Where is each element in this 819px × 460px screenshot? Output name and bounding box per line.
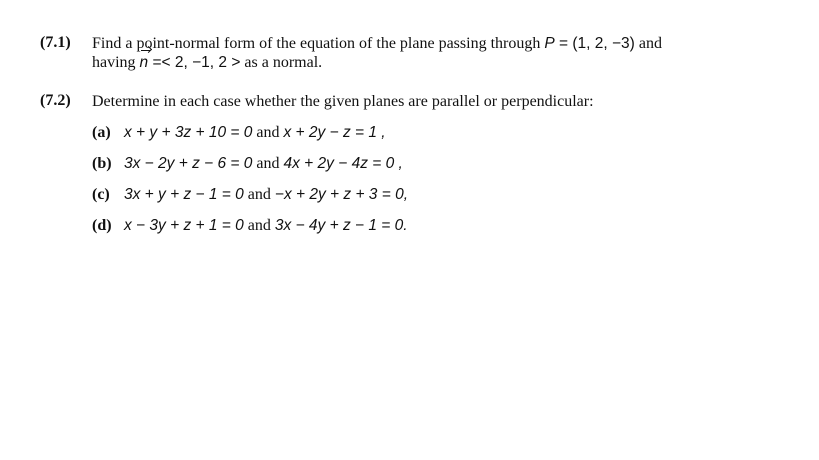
problem-number: (7.1) [40, 34, 71, 51]
problem-statement: Find a point-normal form of the equation of the plane passing through [92, 35, 541, 52]
part-equations [124, 155, 403, 173]
problem-number: (7.2) [40, 92, 71, 109]
part-equations [124, 217, 408, 235]
equation-1: 3x + y + z − 1 = 0 [124, 186, 244, 203]
normal-vector-symbol: n [139, 54, 149, 71]
part-label: (d) [92, 217, 112, 234]
problem-7-1 [40, 34, 742, 72]
equation-1: 3x − 2y + z − 6 = 0 [124, 155, 253, 172]
part-label: (a) [92, 124, 111, 141]
equation-2: 3x − 4y + z − 1 = 0. [274, 217, 408, 234]
part-equations [124, 124, 386, 142]
conjunction: and [634, 35, 662, 52]
conjunction: and [243, 186, 275, 203]
part-c [92, 186, 408, 204]
problem-text [92, 34, 742, 72]
having-text: having [92, 54, 140, 71]
part-label: (b) [92, 155, 112, 172]
normal-suffix: as a normal. [240, 54, 323, 71]
conjunction: and [243, 217, 275, 234]
point-value: = (1, 2, −3) [554, 35, 635, 52]
conjunction: and [252, 155, 284, 172]
normal-value: =< 2, −1, 2 > [148, 54, 241, 71]
problem-7-2 [40, 92, 742, 111]
equation-2: −x + 2y + z + 3 = 0, [274, 186, 409, 203]
equation-2: 4x + 2y − 4z = 0 , [283, 155, 403, 172]
problem-line-2 [92, 53, 742, 72]
problem-intro: Determine in each case whether the given planes are parallel or perpendicular: [92, 93, 594, 110]
equation-1: x + y + 3z + 10 = 0 [124, 124, 253, 141]
part-b [92, 155, 403, 173]
conjunction: and [252, 124, 284, 141]
point-variable: P [544, 35, 555, 52]
part-d [92, 217, 408, 235]
part-equations [124, 186, 408, 204]
part-a [92, 124, 386, 142]
equation-2: x + 2y − z = 1 , [283, 124, 386, 141]
part-label: (c) [92, 186, 110, 203]
equation-1: x − 3y + z + 1 = 0 [124, 217, 244, 234]
problem-line-1 [92, 34, 742, 53]
